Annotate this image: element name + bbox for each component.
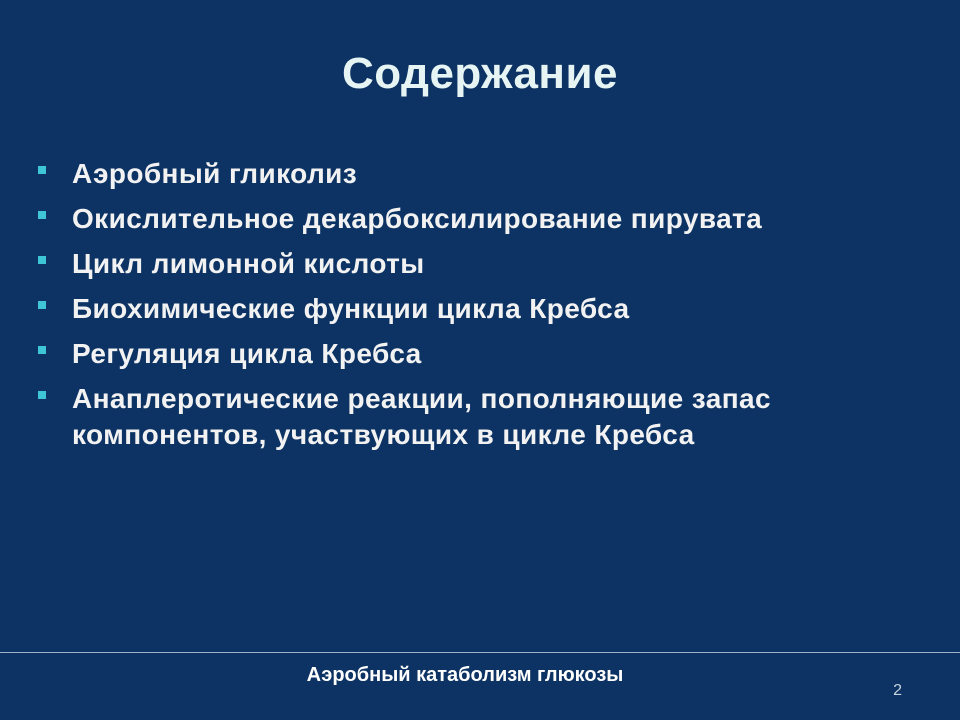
footer-divider <box>0 652 960 653</box>
list-item <box>36 381 866 453</box>
slide-number: 2 <box>893 682 902 699</box>
list-item <box>36 291 866 327</box>
slide-title: Содержание <box>341 49 619 98</box>
footer-title: Аэробный катаболизм глюкозы <box>306 664 624 686</box>
list-item <box>36 156 866 192</box>
list-item <box>36 336 866 372</box>
list-item-text: Цикл лимонной кислоты <box>72 248 425 279</box>
list-item-text: Регуляция цикла Кребса <box>72 338 422 369</box>
list-item-text: Окислительное декарбоксилирование пирувата <box>72 203 763 234</box>
list-item-text: Аэробный гликолиз <box>72 158 358 189</box>
square-bullet-icon <box>38 211 46 219</box>
square-bullet-icon <box>38 166 46 174</box>
square-bullet-icon <box>38 346 46 354</box>
list-item-text: Биохимические функции цикла Кребса <box>72 293 630 324</box>
square-bullet-icon <box>38 256 46 264</box>
list-item <box>36 246 866 282</box>
list-item-text: Анаплеротические реакции, пополняющие запас компонентов, участвующих в цикле Кребса <box>72 383 771 450</box>
content-list <box>36 156 866 462</box>
list-item <box>36 201 866 237</box>
square-bullet-icon <box>38 391 46 399</box>
square-bullet-icon <box>38 301 46 309</box>
